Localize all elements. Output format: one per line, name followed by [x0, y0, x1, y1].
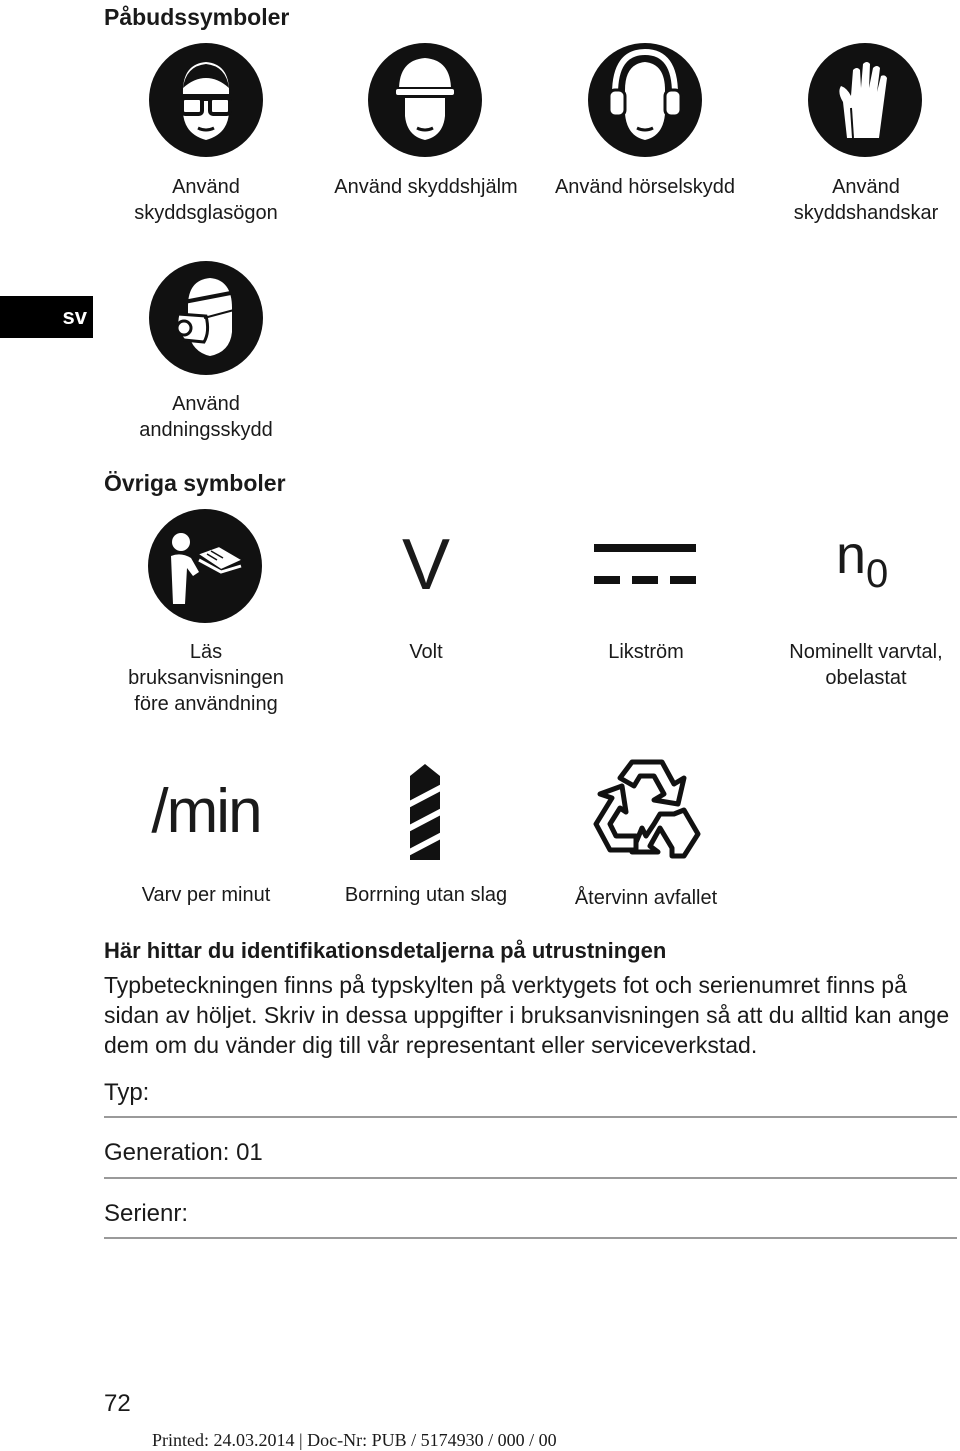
- caption-line: före användning: [134, 693, 278, 715]
- caption-safety-glasses: [104, 174, 308, 226]
- caption-line: Använd: [832, 176, 900, 198]
- caption-line: Volt: [409, 641, 443, 663]
- type-field-label: Typ:: [104, 1079, 150, 1106]
- caption-gloves: [764, 174, 960, 226]
- caption-respirator: [104, 391, 308, 443]
- identification-heading: Här hittar du identifikationsdetaljerna på utrustningen: [104, 938, 667, 963]
- recycle-icon: [588, 752, 706, 862]
- print-footer: Printed: 24.03.2014 | Doc-Nr: PUB / 5174930 / 000 / 00: [152, 1430, 557, 1450]
- caption-line: Använd skyddshjälm: [334, 176, 518, 198]
- rated-speed-n: n: [836, 525, 867, 585]
- caption-per-minute: [104, 882, 308, 908]
- caption-line: Borrning utan slag: [344, 884, 508, 906]
- caption-ear-protection: [536, 174, 754, 200]
- caption-drill-bit: [326, 882, 526, 908]
- caption-read-manual: [104, 639, 308, 717]
- caption-line: bruksanvisningen: [128, 667, 284, 689]
- identification-text: Typbeteckningen finns på typskylten på verktygets fot och serienumret finns på sidan av höljet. Skriv in dessa uppgifter i bruksanvisningen så att du alltid kan ange dem om du vänder dig till vår representant eller serviceverkstad.: [104, 972, 950, 1058]
- language-code: sv: [62, 304, 87, 329]
- respirator-icon: [148, 260, 264, 376]
- caption-line: Använd hörselskydd: [554, 176, 736, 198]
- hard-hat-icon: [367, 42, 483, 158]
- type-field-line[interactable]: [104, 1116, 957, 1118]
- caption-line: Likström: [608, 641, 684, 663]
- mandatory-symbols-heading: Påbudssymboler: [104, 4, 290, 30]
- caption-line: Återvinn avfallet: [574, 887, 718, 909]
- caption-hard-hat: [316, 174, 536, 200]
- caption-recycle: [546, 885, 746, 911]
- rated-speed-icon: [836, 525, 916, 598]
- rated-speed-subscript: 0: [866, 552, 889, 596]
- caption-line: skyddshandskar: [793, 202, 939, 224]
- read-manual-icon: [147, 508, 263, 624]
- safety-glasses-icon: [148, 42, 264, 158]
- ear-protection-icon: [587, 42, 703, 158]
- language-tab: [0, 296, 93, 338]
- volt-symbol: V: [401, 525, 451, 605]
- caption-rated-speed: [764, 639, 960, 691]
- caption-line: obelastat: [825, 667, 907, 689]
- generation-field-line[interactable]: [104, 1177, 957, 1179]
- caption-line: skyddsglasögon: [134, 202, 278, 224]
- caption-line: Läs: [189, 641, 223, 663]
- drill-bit-icon: [406, 762, 444, 862]
- direct-current-icon: [592, 540, 698, 590]
- other-symbols-heading: Övriga symboler: [104, 470, 286, 496]
- per-minute-symbol: /min: [151, 777, 261, 846]
- caption-line: andningsskydd: [139, 419, 273, 441]
- caption-line: Varv per minut: [141, 884, 271, 906]
- caption-line: Nominellt varvtal,: [789, 641, 943, 663]
- caption-direct-current: [546, 639, 746, 665]
- generation-field-label: Generation: 01: [104, 1139, 263, 1166]
- page-number: 72: [104, 1390, 131, 1417]
- gloves-icon: [807, 42, 923, 158]
- caption-volt: [326, 639, 526, 665]
- caption-line: Använd: [172, 393, 240, 415]
- serial-field-line[interactable]: [104, 1237, 957, 1239]
- caption-line: Använd: [172, 176, 240, 198]
- serial-field-label: Serienr:: [104, 1200, 189, 1227]
